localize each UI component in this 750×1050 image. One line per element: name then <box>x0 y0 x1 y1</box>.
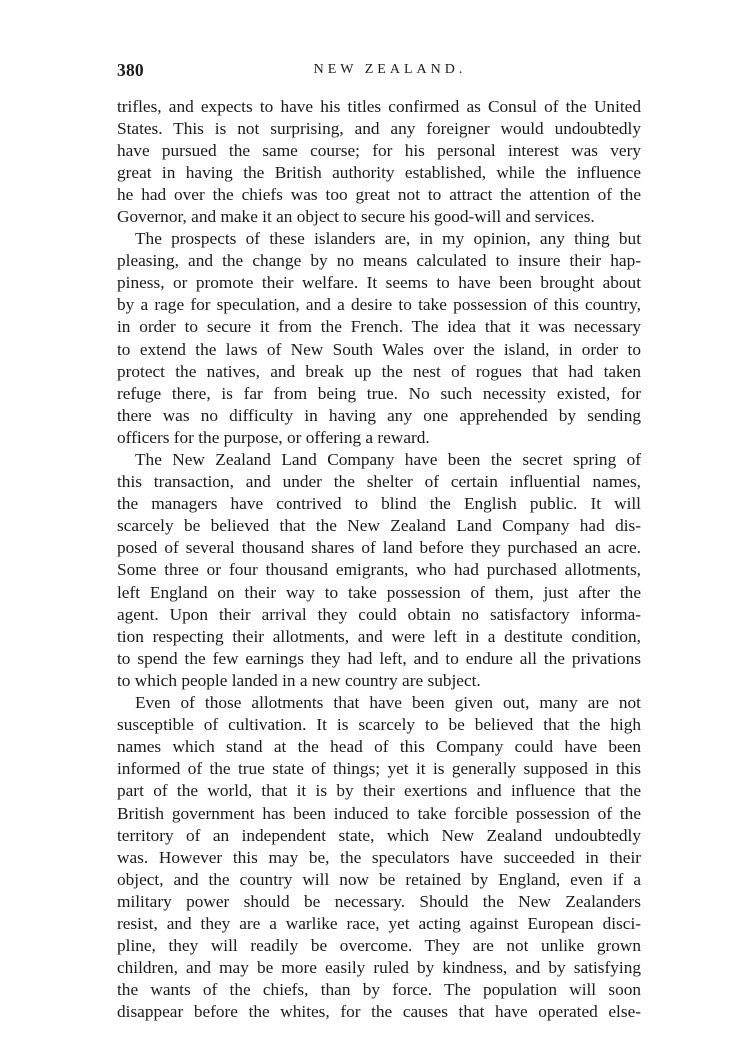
text-line: officers for the purpose, or offering a reward. <box>117 427 430 447</box>
text-line: Governor, and make it an object to secure his good-will and services. <box>117 206 595 226</box>
text-line: Even of those allotments that have been given out, many are not <box>135 693 641 713</box>
text-line: resist, and they are a warlike race, yet acting against European disci- <box>117 913 641 933</box>
text-line: there was no difficulty in having any one apprehended by sending <box>117 405 641 425</box>
text-line: the wants of the chiefs, than by force. The population will soon <box>117 980 641 1000</box>
text-line: informed of the true state of things; yet it is generally supposed in this <box>117 759 641 779</box>
text-line: The prospects of these islanders are, in my opinion, any thing but <box>135 229 641 249</box>
text-line: refuge there, is far from being true. No such necessity existed, for <box>117 383 641 403</box>
text-line: by a rage for speculation, and a desire to take possession of this country, <box>117 295 641 315</box>
text-line: The New Zealand Land Company have been the secret spring of <box>135 450 641 469</box>
text-line: names which stand at the head of this Company could have been <box>117 737 641 757</box>
text-line: he had over the chiefs was too great not to attract the attention of the <box>117 184 641 204</box>
text-line: tion respecting their allotments, and were left in a destitute condition, <box>117 626 641 646</box>
text-line: have pursued the same course; for his personal interest was very <box>117 140 641 160</box>
text-line: Some three or four thousand emigrants, who had purchased allotments, <box>117 560 641 580</box>
body-text <box>117 96 641 1024</box>
text-line: trifles, and expects to have his titles confirmed as Consul of the United <box>117 96 641 116</box>
page-header <box>117 60 641 86</box>
text-line: protect the natives, and break up the nest of rogues that had taken <box>117 361 641 381</box>
text-line: in order to secure it from the French. The idea that it was necessary <box>117 317 641 337</box>
running-head: NEW ZEALAND. <box>313 62 467 77</box>
text-line: the managers have contrived to blind the English public. It will <box>117 494 641 514</box>
text-line: scarcely be believed that the New Zealand Land Company had dis- <box>117 516 641 536</box>
text-line: left England on their way to take possession of them, just after the <box>117 582 641 602</box>
text-line: susceptible of cultivation. It is scarcely to be believed that the high <box>117 715 641 735</box>
text-line: posed of several thousand shares of land before they purchased an acre. <box>117 538 641 558</box>
text-line: to which people landed in a new country are subject. <box>117 670 481 690</box>
text-line: pline, they will readily be overcome. They are not unlike grown <box>117 936 641 956</box>
text-line: children, and may be more easily ruled by kindness, and by satisfying <box>117 958 641 978</box>
text-line: agent. Upon their arrival they could obtain no satisfactory informa- <box>117 604 641 624</box>
text-line: British government has been induced to take forcible possession of the <box>117 803 641 823</box>
text-line: military power should be necessary. Should the New Zealanders <box>117 891 641 911</box>
text-line: great in having the British authority established, while the influence <box>117 162 641 182</box>
text-line: States. This is not surprising, and any foreigner would undoubtedly <box>117 118 641 138</box>
text-line: to spend the few earnings they had left, and to endure all the privations <box>117 648 641 668</box>
text-line: pleasing, and the change by no means calculated to insure their hap- <box>117 251 641 271</box>
text-line: disappear before the whites, for the causes that have operated else- <box>117 1002 641 1022</box>
text-line: was. However this may be, the speculators have succeeded in their <box>117 847 641 867</box>
text-line: this transaction, and under the shelter of certain influential names, <box>117 472 641 492</box>
text-line: to extend the laws of New South Wales over the island, in order to <box>117 339 641 359</box>
text-line: piness, or promote their welfare. It seems to have been brought about <box>117 273 641 293</box>
text-line: part of the world, that it is by their exertions and influence that the <box>117 781 641 801</box>
page-number: 380 <box>117 60 144 80</box>
text-line: territory of an independent state, which New Zealand undoubtedly <box>117 825 641 845</box>
text-line: object, and the country will now be retained by England, even if a <box>117 869 641 889</box>
